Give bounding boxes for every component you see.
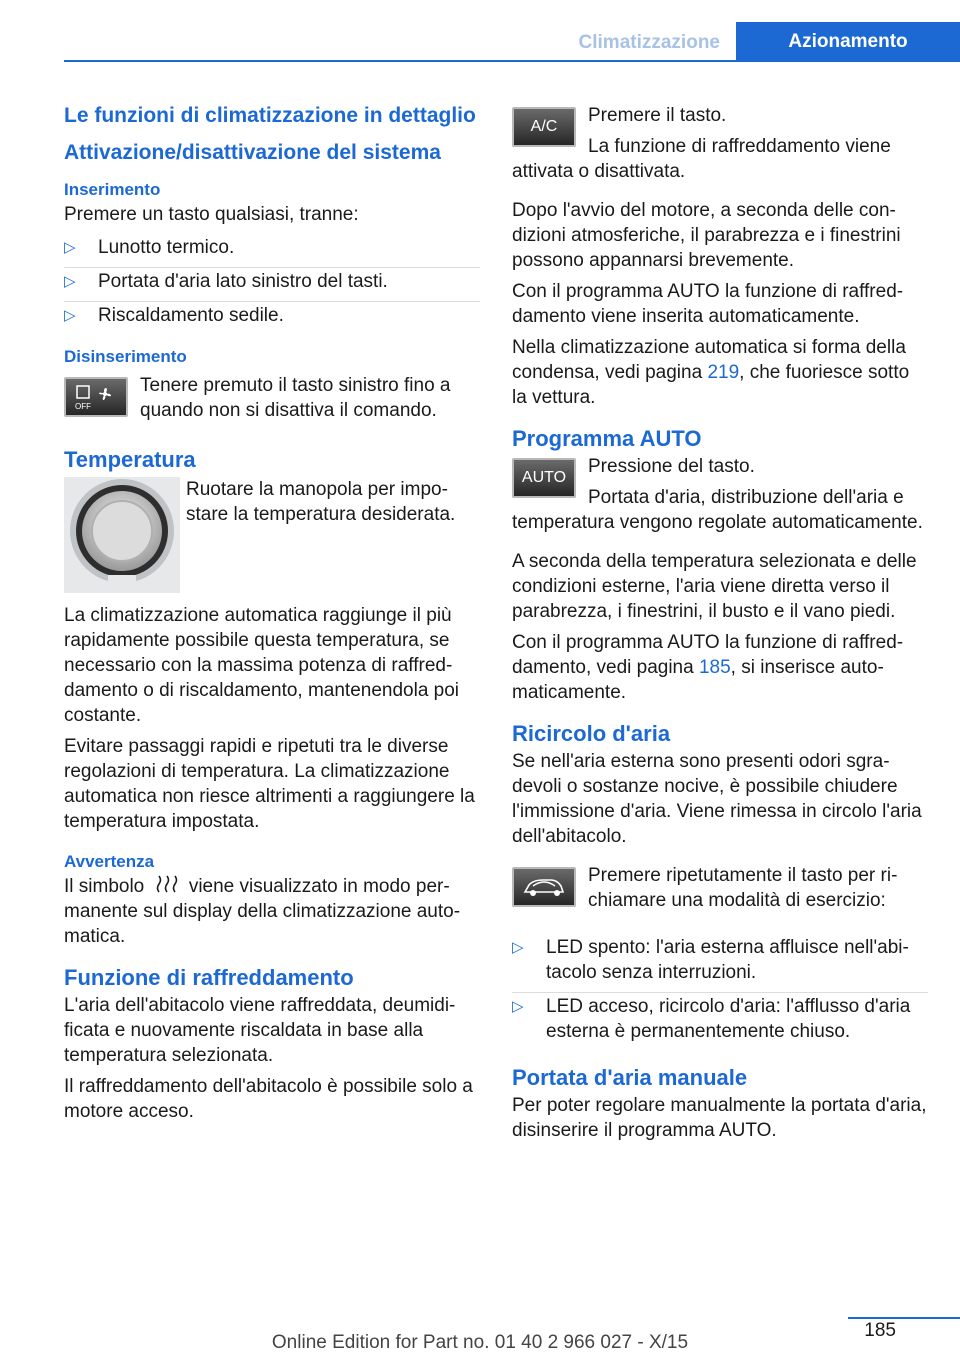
- on-text: Premere un tasto qualsiasi, tranne:: [64, 204, 359, 225]
- list-item: ▷ LED spento: l'aria esterna affluisce nell'abitacolo senza interruzioni.: [512, 935, 928, 993]
- fan-off-icon: [71, 382, 121, 412]
- temperature-knob-image: [64, 477, 180, 593]
- temperature-paragraph-2: Evitare passaggi rapidi e ripetuti tra le diverse regolazioni di temperatura. La climatizzazione automatica non riesce altrimenti a raggiungere la temperatura impostata.: [64, 736, 475, 832]
- page-header: [64, 22, 960, 62]
- start-paragraph: Dopo l'avvio del motore, a seconda delle condizioni atmosferiche, il parabrezza e i finestrini possono appannarsi brevemente.: [512, 200, 901, 271]
- recirculation-modes-list: [512, 935, 928, 1051]
- manual-airflow-paragraph: Per poter regolare manualmente la portata d'aria, disinserire il programma AUTO.: [512, 1095, 927, 1141]
- temperature-figure-text: Ruotare la manopola per impostare la temperatura desiderata.: [186, 479, 456, 525]
- activation-heading: Attivazione/disattivazione del sistema: [64, 141, 441, 164]
- ac-text-1: Premere il tasto.: [588, 105, 727, 126]
- list-item: ▷ Lunotto termico.: [64, 235, 480, 268]
- header-chapter-tab: Azionamento: [736, 22, 960, 62]
- cooling-paragraph-2: Il raffreddamento dell'abitacolo è possibile solo a motore acceso.: [64, 1076, 473, 1122]
- exceptions-list: [64, 235, 480, 335]
- ac-button-image: A/C: [512, 107, 576, 147]
- rotary-knob-icon: [64, 477, 180, 593]
- list-item: ▷ LED acceso, ricircolo d'aria: l'afflusso d'aria esterna è permanentemente chiuso.: [512, 996, 911, 1042]
- triangle-bullet-icon: ▷: [512, 998, 524, 1015]
- ac-figure-row: [512, 103, 928, 184]
- note-paragraph: Il simbolo viene visualizzato in modo permanente sul display della climatizzazione automatica.: [64, 876, 461, 947]
- off-figure-row: [64, 373, 480, 423]
- svg-text:OFF: OFF: [75, 402, 91, 411]
- temperature-heading: Temperatura: [64, 447, 196, 472]
- off-heading: Disinserimento: [64, 347, 187, 366]
- footer-rule: [848, 1317, 960, 1319]
- triangle-bullet-icon: ▷: [512, 939, 524, 956]
- triangle-bullet-icon: ▷: [64, 273, 76, 290]
- auto-program-paragraph: Con il programma AUTO la funzione di raffreddamento, vedi pagina 185, si inserisce automaticamente.: [512, 632, 904, 703]
- left-column: [64, 103, 480, 1124]
- auto-text-2: Portata d'aria, distribuzione dell'aria e temperatura vengono regolate automaticamente.: [512, 487, 923, 533]
- ac-text-2: La funzione di raffreddamento viene attivata o disattivata.: [512, 136, 891, 182]
- auto-program-heading: Programma AUTO: [512, 426, 702, 451]
- recirculation-button-image: [512, 867, 576, 907]
- manual-airflow-heading: Portata d'aria manuale: [512, 1065, 748, 1090]
- distribution-paragraph: A seconda della temperatura selezionata e delle condizioni esterne, l'aria viene diretta verso il parabrezza, i finestrini, il busto e il vano piedi.: [512, 551, 917, 622]
- cooling-heading: Funzione di raffreddamento: [64, 965, 354, 990]
- recirculation-figure-row: [512, 863, 928, 913]
- auto-cooling-paragraph: Con il programma AUTO la funzione di raffreddamento viene inserita automaticamente.: [512, 281, 904, 327]
- list-item: ▷ Portata d'aria lato sinistro del tasti.: [64, 269, 480, 302]
- edition-note: Online Edition for Part no. 01 40 2 966 027 - X/15: [271, 1332, 689, 1353]
- air-recirculation-icon: [519, 874, 569, 900]
- right-column: [512, 103, 928, 1143]
- page-link-185[interactable]: 185: [698, 657, 731, 678]
- cooling-paragraph-1: L'aria dell'abitacolo viene raffreddata, deumidificata e nuovamente riscaldata in base alla temperatura selezionata.: [64, 995, 456, 1066]
- auto-button-image: AUTO: [512, 458, 576, 498]
- temperature-paragraph-1: La climatizzazione automatica raggiunge il più rapidamente possibile questa temperatura, se necessario con la massima potenza di raffreddamento o di riscaldamento, mantenendola poi costante.: [64, 605, 460, 726]
- on-heading: Inserimento: [64, 180, 161, 199]
- temperature-figure-row: [64, 477, 480, 603]
- rear-window-defrost-icon: [154, 874, 180, 894]
- note-heading: Avvertenza: [64, 852, 155, 871]
- page-footer: [0, 1314, 960, 1354]
- triangle-bullet-icon: ▷: [64, 239, 76, 256]
- recirculation-paragraph: Se nell'aria esterna sono presenti odori sgradevoli o sostanze nocive, è possibile chiudere l'immissione d'aria. Viene rimessa in circolo l'aria dell'abitacolo.: [512, 751, 922, 847]
- recirculation-figure-text: Premere ripetutamente il tasto per richiamare una modalità di esercizio:: [588, 865, 898, 911]
- header-section-title: Climatizzazione: [578, 32, 720, 53]
- main-heading: Le funzioni di climatizzazione in dettaglio: [64, 104, 476, 127]
- condensation-paragraph: Nella climatizzazione automatica si forma della condensa, vedi pagina 219, che fuoriesce sotto la vettura.: [512, 337, 910, 408]
- page-link-219[interactable]: 219: [707, 362, 740, 383]
- list-item: ▷ Riscaldamento sedile.: [64, 305, 284, 326]
- auto-text-1: Pressione del tasto.: [588, 456, 755, 477]
- off-text: Tenere premuto il tasto sinistro fino a quando non si disattiva il comando.: [140, 375, 451, 421]
- recirculation-heading: Ricircolo d'aria: [512, 721, 671, 746]
- off-button-image: [64, 377, 128, 417]
- auto-figure-row: [512, 454, 928, 535]
- triangle-bullet-icon: ▷: [64, 307, 76, 324]
- page-number: 185: [864, 1320, 896, 1341]
